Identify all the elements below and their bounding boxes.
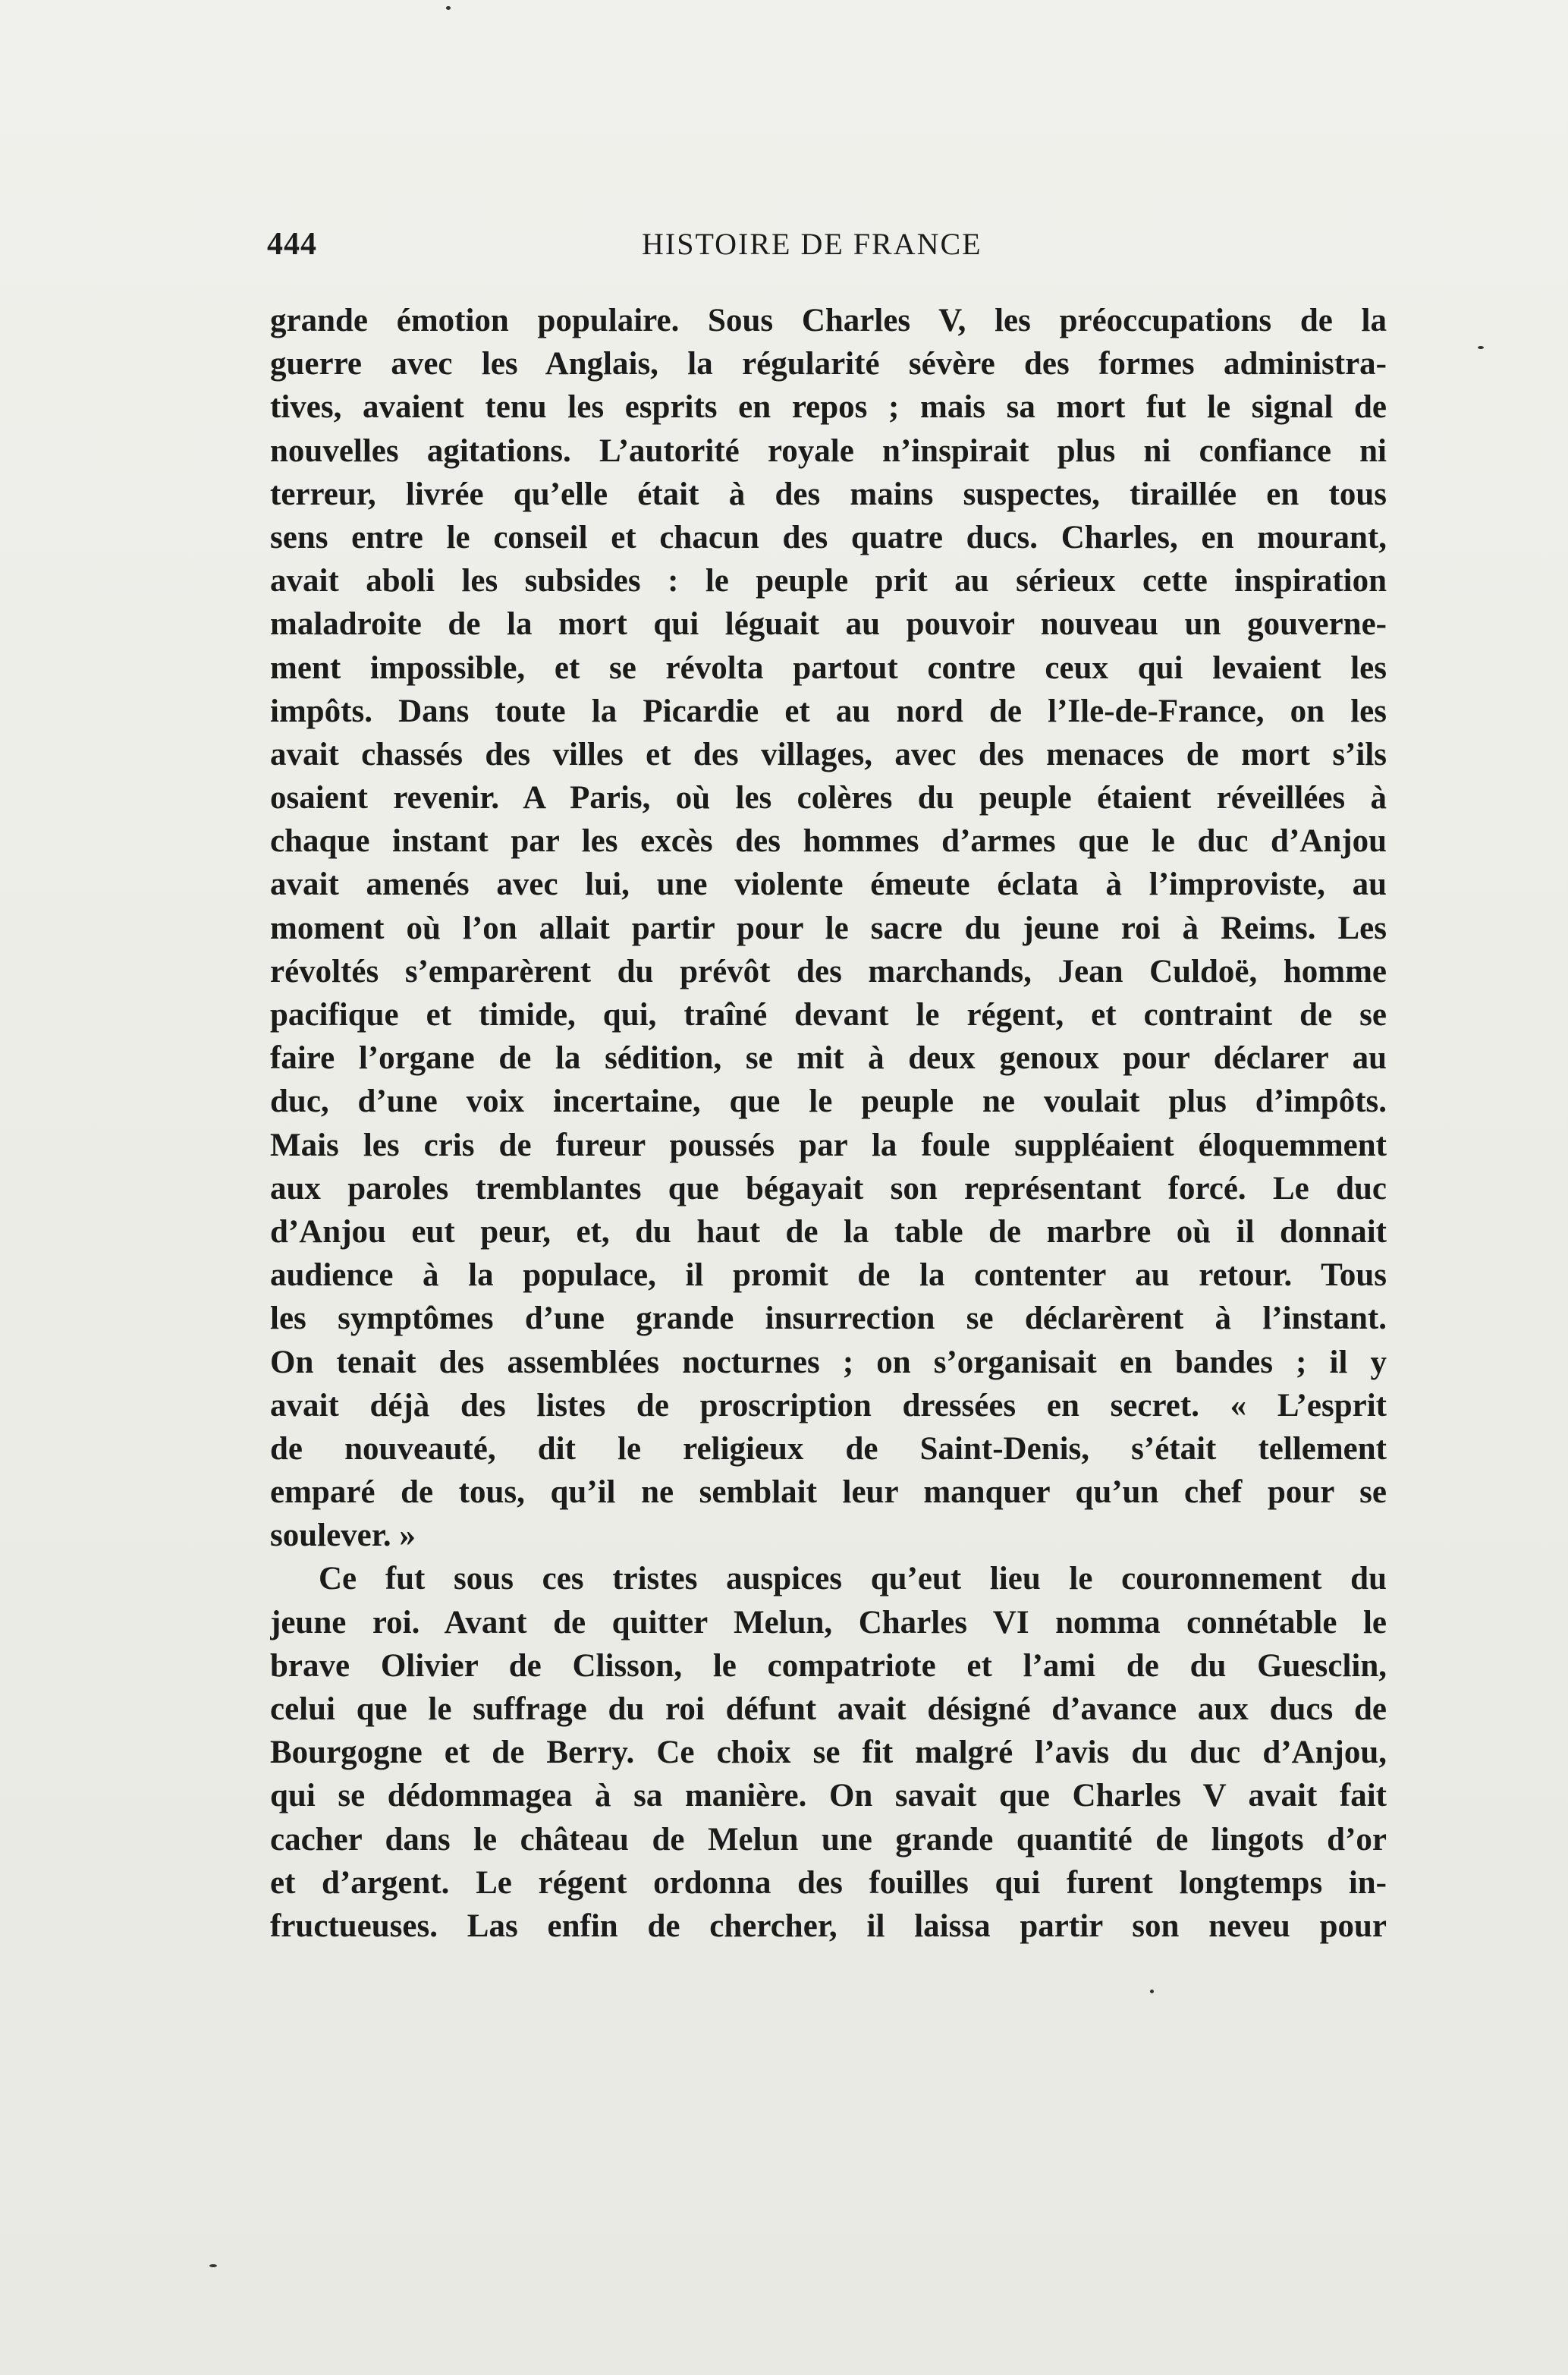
text-line: Bourgogne et de Berry. Ce choix se fit malgré l’avis du duc d’Anjou, xyxy=(270,1735,1387,1771)
text-line: soulever. » xyxy=(270,1518,416,1554)
text-line: celui que le suffrage du roi défunt avait désigné d’avance aux ducs de xyxy=(270,1691,1387,1727)
paragraph-1 xyxy=(270,299,1387,1557)
text-line: avait amenés avec lui, une violente émeute éclata à l’improviste, au xyxy=(270,867,1387,903)
text-line: ment impossible, et se révolta partout contre ceux qui levaient les xyxy=(270,650,1387,686)
text-line: avait chassés des villes et des villages, avec des menaces de mort s’ils xyxy=(270,736,1387,772)
text-line: et d’argent. Le régent ordonna des fouilles qui furent longtemps in- xyxy=(270,1864,1387,1901)
text-line: terreur, livrée qu’elle était à des mains suspectes, tiraillée en tous xyxy=(270,476,1387,512)
text-line: Mais les cris de fureur poussés par la foule suppléaient éloquemment xyxy=(270,1127,1387,1163)
text-line: audience à la populace, il promit de la contenter au retour. Tous xyxy=(270,1257,1387,1294)
text-line: d’Anjou eut peur, et, du haut de la table de marbre où il donnait xyxy=(270,1213,1387,1250)
text-line: brave Olivier de Clisson, le compatriote et l’ami de du Guesclin, xyxy=(270,1647,1387,1684)
text-line: emparé de tous, qu’il ne semblait leur manquer qu’un chef pour se xyxy=(270,1474,1387,1511)
text-line: sens entre le conseil et chacun des quatre ducs. Charles, en mourant, xyxy=(270,519,1387,555)
text-line: impôts. Dans toute la Picardie et au nord de l’Ile-de-France, on les xyxy=(270,693,1387,729)
paper-speck xyxy=(1150,1990,1154,1993)
paper-speck xyxy=(209,2264,217,2267)
paragraph-2 xyxy=(270,1557,1387,1948)
text-line: aux paroles tremblantes que bégayait son représentant forcé. Le duc xyxy=(270,1170,1387,1206)
text-line: guerre avec les Anglais, la régularité sévère des formes administra- xyxy=(270,346,1387,382)
text-line: maladroite de la mort qui léguait au pouvoir nouveau un gouverne- xyxy=(270,606,1387,643)
paper-speck xyxy=(446,6,451,10)
text-line: chaque instant par les excès des hommes d’armes que le duc d’Anjou xyxy=(270,823,1387,860)
body-text xyxy=(270,299,1387,1948)
text-line: grande émotion populaire. Sous Charles V, les préoccupations de la xyxy=(270,303,1387,338)
text-line: faire l’organe de la sédition, se mit à deux genoux pour déclarer au xyxy=(270,1040,1387,1077)
text-line: duc, d’une voix incertaine, que le peuple ne voulait plus d’impôts. xyxy=(270,1084,1387,1120)
text-line: jeune roi. Avant de quitter Melun, Charles VI nomma connétable le xyxy=(270,1604,1387,1640)
page-header xyxy=(267,226,1385,272)
text-line: qui se dédommagea à sa manière. On savait que Charles V avait fait xyxy=(270,1778,1387,1814)
text-line: osaient revenir. A Paris, où les colères du peuple étaient réveillées à xyxy=(270,780,1387,816)
text-line: Ce fut sous ces tristes auspices qu’eut lieu le couronnement du xyxy=(319,1561,1387,1597)
text-line: les symptômes d’une grande insurrection se déclarèrent à l’instant. xyxy=(270,1301,1387,1337)
text-line: pacifique et timide, qui, traîné devant le régent, et contraint de se xyxy=(270,997,1387,1033)
text-line: avait déjà des listes de proscription dressées en secret. « L’esprit xyxy=(270,1387,1387,1423)
text-line: avait aboli les subsides : le peuple prit au sérieux cette inspiration xyxy=(270,563,1387,599)
text-line: tives, avaient tenu les esprits en repos ; mais sa mort fut le signal de xyxy=(270,389,1387,426)
text-line: moment où l’on allait partir pour le sacre du jeune roi à Reims. Les xyxy=(270,910,1387,946)
text-line: On tenait des assemblées nocturnes ; on s’organisait en bandes ; il y xyxy=(270,1344,1387,1380)
text-line: nouvelles agitations. L’autorité royale n’inspirait plus ni confiance ni xyxy=(270,433,1387,469)
running-title: HISTOIRE DE FRANCE xyxy=(642,227,982,261)
text-line: révoltés s’emparèrent du prévôt des marchands, Jean Culdoë, homme xyxy=(270,953,1387,989)
text-line: fructueuses. Las enfin de chercher, il laissa partir son neveu pour xyxy=(270,1908,1387,1944)
text-line: cacher dans le château de Melun une grande quantité de lingots d’or xyxy=(270,1821,1387,1858)
paper-speck xyxy=(1478,346,1484,349)
page-number: 444 xyxy=(267,227,317,262)
text-line: de nouveauté, dit le religieux de Saint-Denis, s’était tellement xyxy=(270,1430,1387,1467)
